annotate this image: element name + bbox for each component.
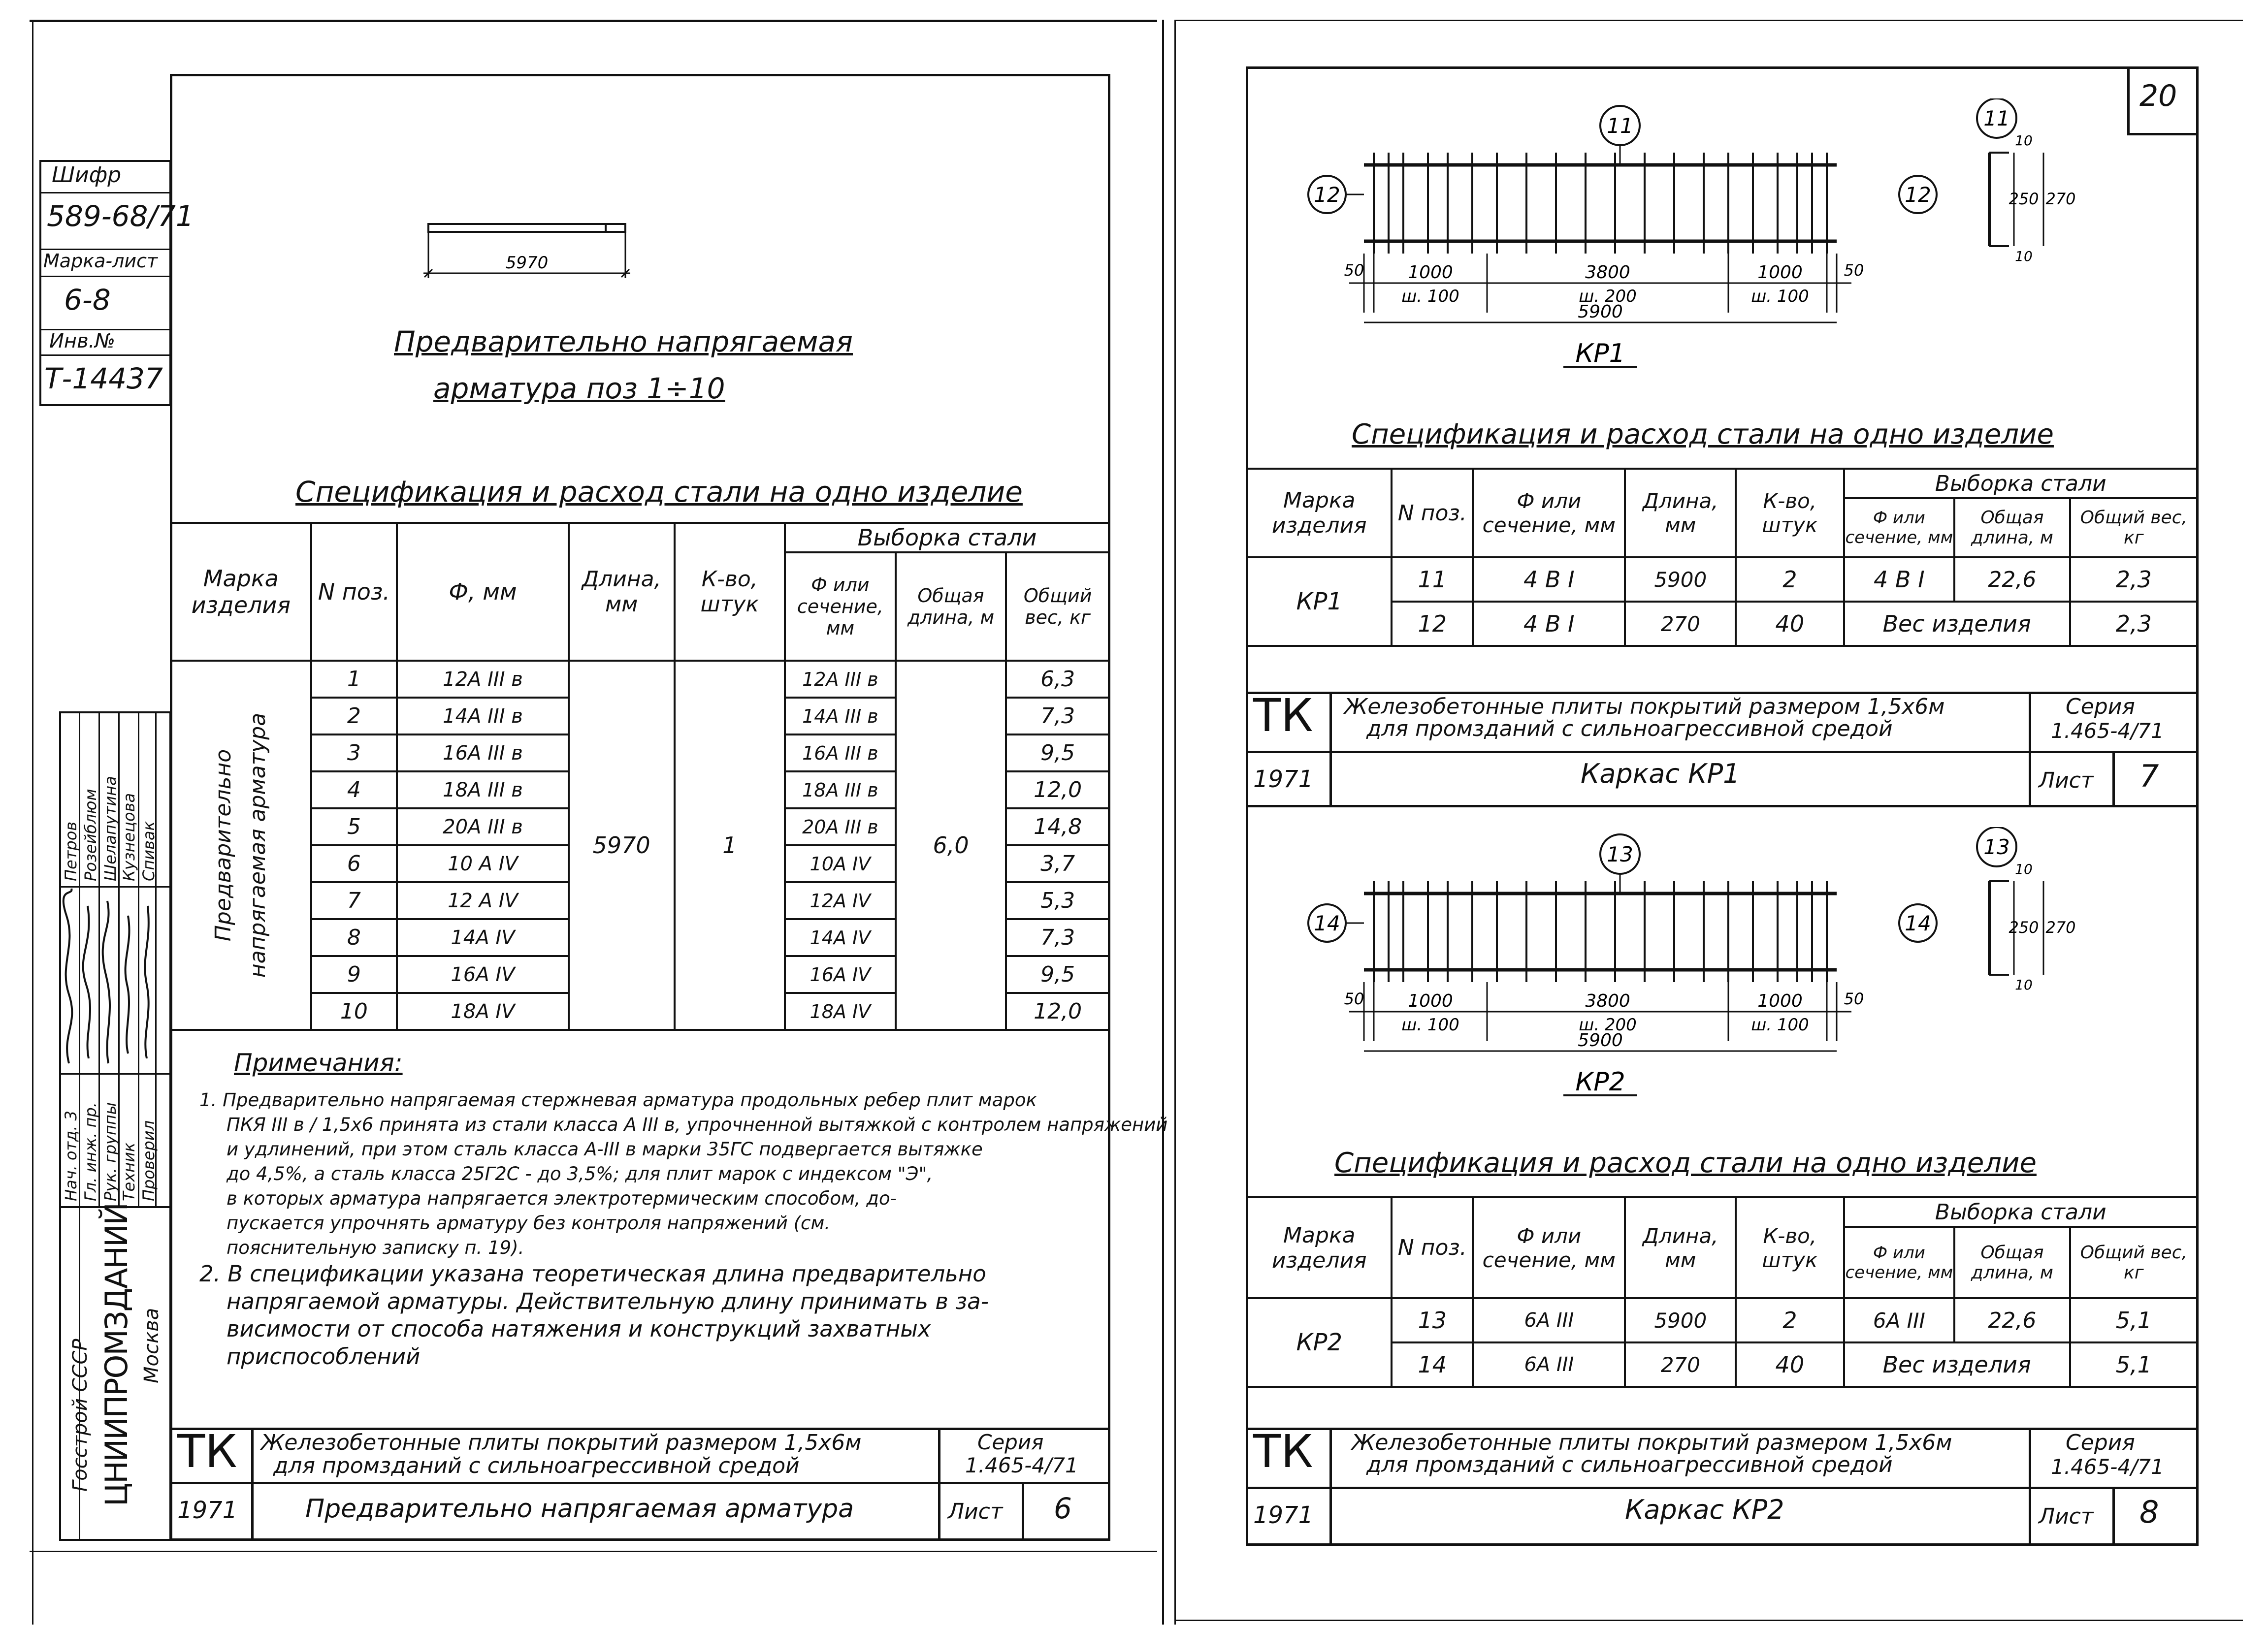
notes-title: Примечания: xyxy=(234,1049,403,1077)
left-spec-table xyxy=(170,522,1110,1031)
marka-list-label: Марка-лист xyxy=(43,250,158,272)
dim-seg2: 3800 xyxy=(1585,262,1630,283)
kp2-th-qty: К-во, штук xyxy=(1736,1197,1844,1298)
kp2-r2-pos: 14 xyxy=(1392,1342,1473,1387)
pos-cell: 3 xyxy=(311,734,397,771)
kp2-r1-pos: 13 xyxy=(1392,1298,1473,1342)
kp2-marka: КР2 xyxy=(1247,1298,1392,1387)
dim-seg2-step: ш. 200 xyxy=(1579,287,1637,306)
common-length-cell: 5970 xyxy=(569,661,675,1030)
sheet-bottom-edge xyxy=(30,1551,1157,1552)
section-dim-top: 10 xyxy=(2015,861,2033,877)
kp1-th-sel-total-len: Общая длина, м xyxy=(1954,498,2070,557)
weight-cell: 3,7 xyxy=(1006,845,1109,882)
kp1-r1-pos: 11 xyxy=(1392,557,1473,602)
dim-right-end: 50 xyxy=(1844,261,1864,280)
kp2-tb-sheet-value: 8 xyxy=(2139,1494,2159,1530)
kp1-side-callout-label: 12 xyxy=(1314,183,1340,207)
pos-cell: 2 xyxy=(311,698,397,734)
group-label: Предварительно напрягаемая арматура xyxy=(211,712,271,978)
section-dim-mid: 250 xyxy=(2009,190,2039,208)
kp1-tb-series-label: Серия xyxy=(2066,694,2135,719)
left-rows xyxy=(171,661,1109,1030)
dim-overall: 5900 xyxy=(1578,1030,1623,1051)
diam-cell: 18A III в xyxy=(397,771,569,808)
kp2-item-weight-label: Вес изделия xyxy=(1844,1342,2070,1387)
group-label-cell xyxy=(171,661,311,1030)
diam-cell: 16A III в xyxy=(397,734,569,771)
name-4: Кузнецова xyxy=(120,793,138,881)
th-selection: Выборка стали xyxy=(785,523,1109,552)
role-4: Техник xyxy=(120,1142,138,1201)
pos-cell: 9 xyxy=(311,956,397,993)
note-line: ПКЯ III в / 1,5х6 принята из стали класса A III в, упрочненной вытяжкой с контролем напряжений xyxy=(227,1114,1168,1135)
th-sel-total-len: Общая длина, м xyxy=(896,552,1006,661)
kp2-r1-weight: 5,1 xyxy=(2070,1298,2198,1342)
kp2-th-sel-diam: Ф или сечение, мм xyxy=(1844,1227,1955,1298)
bar-title-2: арматура поз 1÷10 xyxy=(433,372,725,405)
kp1-spec-title: Спецификация и расход стали на одно изделие xyxy=(1352,418,2054,450)
kp1-th-marka: Марка изделия xyxy=(1247,469,1392,557)
pos-cell: 7 xyxy=(311,882,397,919)
kp1-r2-pos: 12 xyxy=(1392,602,1473,646)
notes-list xyxy=(199,1088,1168,1371)
sheet-left-edge xyxy=(32,20,33,1625)
signatures xyxy=(59,886,171,1073)
kp1-r1-total-len: 22,6 xyxy=(1954,557,2070,602)
weight-cell: 7,3 xyxy=(1006,698,1109,734)
kp2-spec-title: Спецификация и расход стали на одно изделие xyxy=(1334,1147,2037,1179)
bar-title-1: Предварительно напрягаемая xyxy=(394,325,853,358)
kp1-tk: ТК xyxy=(1253,689,1313,742)
diam-cell: 14A III в xyxy=(397,698,569,734)
kp1-r1-weight: 2,3 xyxy=(2070,557,2198,602)
bar-drawing xyxy=(423,217,635,295)
dim-seg1: 1000 xyxy=(1408,262,1453,283)
kp2-main-callout-label: 13 xyxy=(1607,842,1633,866)
diam-cell: 20A III в xyxy=(397,808,569,845)
kp2-tb-year: 1971 xyxy=(1253,1501,1314,1529)
kp1-label: КР1 xyxy=(1575,339,1625,368)
tb-year: 1971 xyxy=(177,1497,238,1524)
note-line: пускается упрочнять арматуру без контроля напряжений (см. xyxy=(227,1213,831,1234)
kp2-th-sel-weight: Общий вес, кг xyxy=(2070,1227,2198,1298)
note-line: до 4,5%, а сталь класса 25Г2С - до 3,5%; для плит марок с индексом "Э", xyxy=(227,1163,933,1184)
kp2-r1-sel: 6A III xyxy=(1844,1298,1955,1342)
kp1-tb-sheet-value: 7 xyxy=(2139,758,2159,794)
common-total-len-cell: 6,0 xyxy=(896,661,1006,1030)
kp1-r1-sel: 4 В I xyxy=(1844,557,1955,602)
kp1-section-callout-label: 11 xyxy=(1983,106,2010,130)
th-length: Длина, мм xyxy=(569,523,675,661)
kp2-th-pos: N поз. xyxy=(1392,1197,1473,1298)
kp2-section-callout-label: 13 xyxy=(1983,835,2010,859)
dim-seg2-step: ш. 200 xyxy=(1579,1015,1637,1035)
kp1-th-diam: Ф или сечение, мм xyxy=(1473,469,1625,557)
kp1-r2-length: 270 xyxy=(1625,602,1736,646)
kp1-th-qty: К-во, штук xyxy=(1736,469,1844,557)
diam-cell: 12A III в xyxy=(397,661,569,698)
weight-cell: 7,3 xyxy=(1006,919,1109,956)
th-sel-diam: Ф или сечение, мм xyxy=(785,552,896,661)
sel-diam-cell: 18A III в xyxy=(785,771,896,808)
weight-cell: 6,3 xyxy=(1006,661,1109,698)
pos-cell: 6 xyxy=(311,845,397,882)
name-3: Шелапутина xyxy=(101,776,120,881)
left-spec-title: Спецификация и расход стали на одно изделие xyxy=(295,475,1023,509)
note-line: висимости от способа натяжения и конструкций захватных xyxy=(227,1316,931,1342)
kp2-tb-series-value: 1.465-4/71 xyxy=(2051,1455,2164,1479)
section-dim-top: 10 xyxy=(2015,132,2033,149)
kp1-item-weight-label: Вес изделия xyxy=(1844,602,2070,646)
section-dim-bot: 10 xyxy=(2015,248,2033,264)
sheet-top-edge xyxy=(30,20,1157,22)
diam-cell: 12 A IV xyxy=(397,882,569,919)
pos-cell: 10 xyxy=(311,993,397,1030)
shifr-label: Шифр xyxy=(52,162,122,188)
sel-diam-cell: 10A IV xyxy=(785,845,896,882)
kp1-r1-qty: 2 xyxy=(1736,557,1844,602)
role-3: Рук. группы xyxy=(101,1102,120,1201)
common-qty-cell: 1 xyxy=(675,661,785,1030)
name-1: Петров xyxy=(62,821,80,881)
org-city: Москва xyxy=(140,1308,163,1383)
kp2-r1-diam: 6A III xyxy=(1473,1298,1625,1342)
diam-cell: 14A IV xyxy=(397,919,569,956)
kp1-section-side-callout-label: 12 xyxy=(1905,183,1931,207)
kp2-th-length: Длина, мм xyxy=(1625,1197,1736,1298)
pos-cell: 4 xyxy=(311,771,397,808)
kp2-r1-qty: 2 xyxy=(1736,1298,1844,1342)
dim-seg3: 1000 xyxy=(1757,991,1803,1011)
kp1-tb-series-value: 1.465-4/71 xyxy=(2051,719,2164,743)
tb-series-value: 1.465-4/71 xyxy=(965,1453,1078,1477)
kp2-tb-sheet-label: Лист xyxy=(2039,1504,2094,1529)
name-5: Спивак xyxy=(139,821,158,881)
diam-cell: 10 A IV xyxy=(397,845,569,882)
tb-name: Предварительно напрягаемая арматура xyxy=(305,1494,854,1524)
note-line: и удлинений, при этом сталь класса A-III в марки 35ГС подвергается вытяжке xyxy=(227,1139,983,1160)
role-1: Нач. отд. 3 xyxy=(62,1111,80,1201)
kp2-label: КР2 xyxy=(1575,1067,1625,1097)
kp1-r2-weight: 2,3 xyxy=(2070,602,2198,646)
kp1-spec-table xyxy=(1246,468,2199,647)
dim-seg3-step: ш. 100 xyxy=(1751,1015,1809,1035)
kp1-th-selection: Выборка стали xyxy=(1844,469,2198,498)
kp2-r2-diam: 6A III xyxy=(1473,1342,1625,1387)
kp1-tb-line2: для промзданий с сильноагрессивной средой xyxy=(1366,716,1893,741)
dim-left-end: 50 xyxy=(1344,261,1364,280)
kp2-tk: ТК xyxy=(1253,1425,1313,1478)
pos-cell: 1 xyxy=(311,661,397,698)
dim-left-end: 50 xyxy=(1344,990,1364,1008)
dim-seg3-step: ш. 100 xyxy=(1751,287,1809,306)
kp2-r2-weight: 5,1 xyxy=(2070,1342,2198,1387)
dim-seg3: 1000 xyxy=(1757,262,1803,283)
dim-overall: 5900 xyxy=(1578,302,1623,322)
kp2-side-callout-label: 14 xyxy=(1314,911,1340,935)
kp2-spec-table xyxy=(1246,1196,2199,1388)
weight-cell: 12,0 xyxy=(1006,771,1109,808)
diam-cell: 18A IV xyxy=(397,993,569,1030)
kp1-r2-diam: 4 В I xyxy=(1473,602,1625,646)
shifr-value: 589-68/71 xyxy=(47,199,194,233)
sel-diam-cell: 14A III в xyxy=(785,698,896,734)
section-dim-bot: 10 xyxy=(2015,977,2033,993)
marka-list-value: 6-8 xyxy=(64,283,111,317)
dim-seg1: 1000 xyxy=(1408,991,1453,1011)
kp2-th-diam: Ф или сечение, мм xyxy=(1473,1197,1625,1298)
th-marka: Марка изделия xyxy=(171,523,311,661)
tb-line1: Железобетонные плиты покрытий размером 1,5х6м xyxy=(261,1430,862,1455)
th-sel-weight: Общий вес, кг xyxy=(1006,552,1109,661)
kp1-r1-diam: 4 В I xyxy=(1473,557,1625,602)
kp2-tb-series-label: Серия xyxy=(2066,1430,2135,1455)
page-number: 20 xyxy=(2139,79,2177,113)
inv-label: Инв.№ xyxy=(49,330,115,352)
kp2-tb-name: Каркас КР2 xyxy=(1625,1494,1784,1525)
sel-diam-cell: 14A IV xyxy=(785,919,896,956)
note-line: пояснительную записку п. 19). xyxy=(227,1237,524,1258)
kp1-th-pos: N поз. xyxy=(1392,469,1473,557)
kp1-th-length: Длина, мм xyxy=(1625,469,1736,557)
diam-cell: 16A IV xyxy=(397,956,569,993)
kp2-r1-length: 5900 xyxy=(1625,1298,1736,1342)
weight-cell: 9,5 xyxy=(1006,734,1109,771)
kp2-th-marka: Марка изделия xyxy=(1247,1197,1392,1298)
sel-diam-cell: 18A IV xyxy=(785,993,896,1030)
kp1-r1-length: 5900 xyxy=(1625,557,1736,602)
sel-diam-cell: 12A IV xyxy=(785,882,896,919)
kp1-tb-sheet-label: Лист xyxy=(2039,768,2094,793)
kp2-section-side-callout-label: 14 xyxy=(1905,911,1931,935)
section-dim-total: 270 xyxy=(2045,918,2076,937)
pos-cell: 5 xyxy=(311,808,397,845)
org-gosstroy: Госстрой СССР xyxy=(69,1339,92,1492)
tk-label: ТК xyxy=(177,1425,237,1478)
note-line: 1. Предварительно напрягаемая стержневая арматура продольных ребер плит марок xyxy=(199,1089,1037,1111)
weight-cell: 12,0 xyxy=(1006,993,1109,1030)
role-5: Проверил xyxy=(139,1120,158,1201)
kp2-drawing xyxy=(1295,827,2132,1137)
note-line: напрягаемой арматуры. Действительную длину принимать в за- xyxy=(227,1288,989,1314)
dim-seg2: 3800 xyxy=(1585,991,1630,1011)
kp1-th-sel-diam: Ф или сечение, мм xyxy=(1844,498,1955,557)
kp2-r1-total-len: 22,6 xyxy=(1954,1298,2070,1342)
sheet-fold-line xyxy=(1162,20,1164,1625)
kp2-th-sel-total-len: Общая длина, м xyxy=(1954,1227,2070,1298)
weight-cell: 14,8 xyxy=(1006,808,1109,845)
name-2: Розейблюм xyxy=(81,789,100,881)
kp1-tb-year: 1971 xyxy=(1253,766,1314,793)
kp1-drawing xyxy=(1295,98,2132,404)
kp1-marka: КР1 xyxy=(1247,557,1392,646)
weight-cell: 5,3 xyxy=(1006,882,1109,919)
kp2-r2-length: 270 xyxy=(1625,1342,1736,1387)
weight-cell: 9,5 xyxy=(1006,956,1109,993)
inv-value: Т-14437 xyxy=(44,362,163,395)
kp1-main-callout-label: 11 xyxy=(1607,114,1633,138)
th-pos: N поз. xyxy=(311,523,397,661)
kp1-tb-name: Каркас КР1 xyxy=(1581,758,1740,789)
tb-series-label: Серия xyxy=(977,1430,1044,1454)
note-line: приспособлений xyxy=(227,1343,421,1370)
th-qty: К-во, штук xyxy=(675,523,785,661)
note-line: в которых арматура напрягается электротермическим способом, до- xyxy=(227,1188,897,1209)
org-institute: ЦНИИПРОМЗДАНИЙ xyxy=(98,1203,134,1506)
dim-right-end: 50 xyxy=(1844,990,1864,1008)
table-row xyxy=(171,661,1109,698)
tb-sheet-label: Лист xyxy=(948,1499,1003,1524)
sel-diam-cell: 20A III в xyxy=(785,808,896,845)
kp2-r2-qty: 40 xyxy=(1736,1342,1844,1387)
tb-line2: для промзданий с сильноагрессивной средой xyxy=(273,1453,800,1478)
kp1-r2-qty: 40 xyxy=(1736,602,1844,646)
sel-diam-cell: 12A III в xyxy=(785,661,896,698)
kp1-tb-line1: Железобетонные плиты покрытий размером 1,5х6м xyxy=(1344,694,1945,719)
kp2-tb-line2: для промзданий с сильноагрессивной средой xyxy=(1366,1452,1893,1477)
sel-diam-cell: 16A III в xyxy=(785,734,896,771)
sel-diam-cell: 16A IV xyxy=(785,956,896,993)
kp1-th-sel-weight: Общий вес, кг xyxy=(2070,498,2198,557)
kp2-th-selection: Выборка стали xyxy=(1844,1197,2198,1227)
bar-length-label: 5970 xyxy=(505,253,549,273)
tb-sheet-value: 6 xyxy=(1054,1492,1072,1525)
note-line: 2. В спецификации указана теоретическая длина предварительно xyxy=(199,1261,986,1287)
th-diam: Ф, мм xyxy=(397,523,569,661)
dim-seg1-step: ш. 100 xyxy=(1401,287,1459,306)
kp2-tb-line1: Железобетонные плиты покрытий размером 1,5х6м xyxy=(1352,1430,1952,1455)
section-dim-total: 270 xyxy=(2045,190,2076,208)
role-2: Гл. инж. пр. xyxy=(81,1102,100,1201)
section-dim-mid: 250 xyxy=(2009,918,2039,937)
dim-seg1-step: ш. 100 xyxy=(1401,1015,1459,1035)
pos-cell: 8 xyxy=(311,919,397,956)
